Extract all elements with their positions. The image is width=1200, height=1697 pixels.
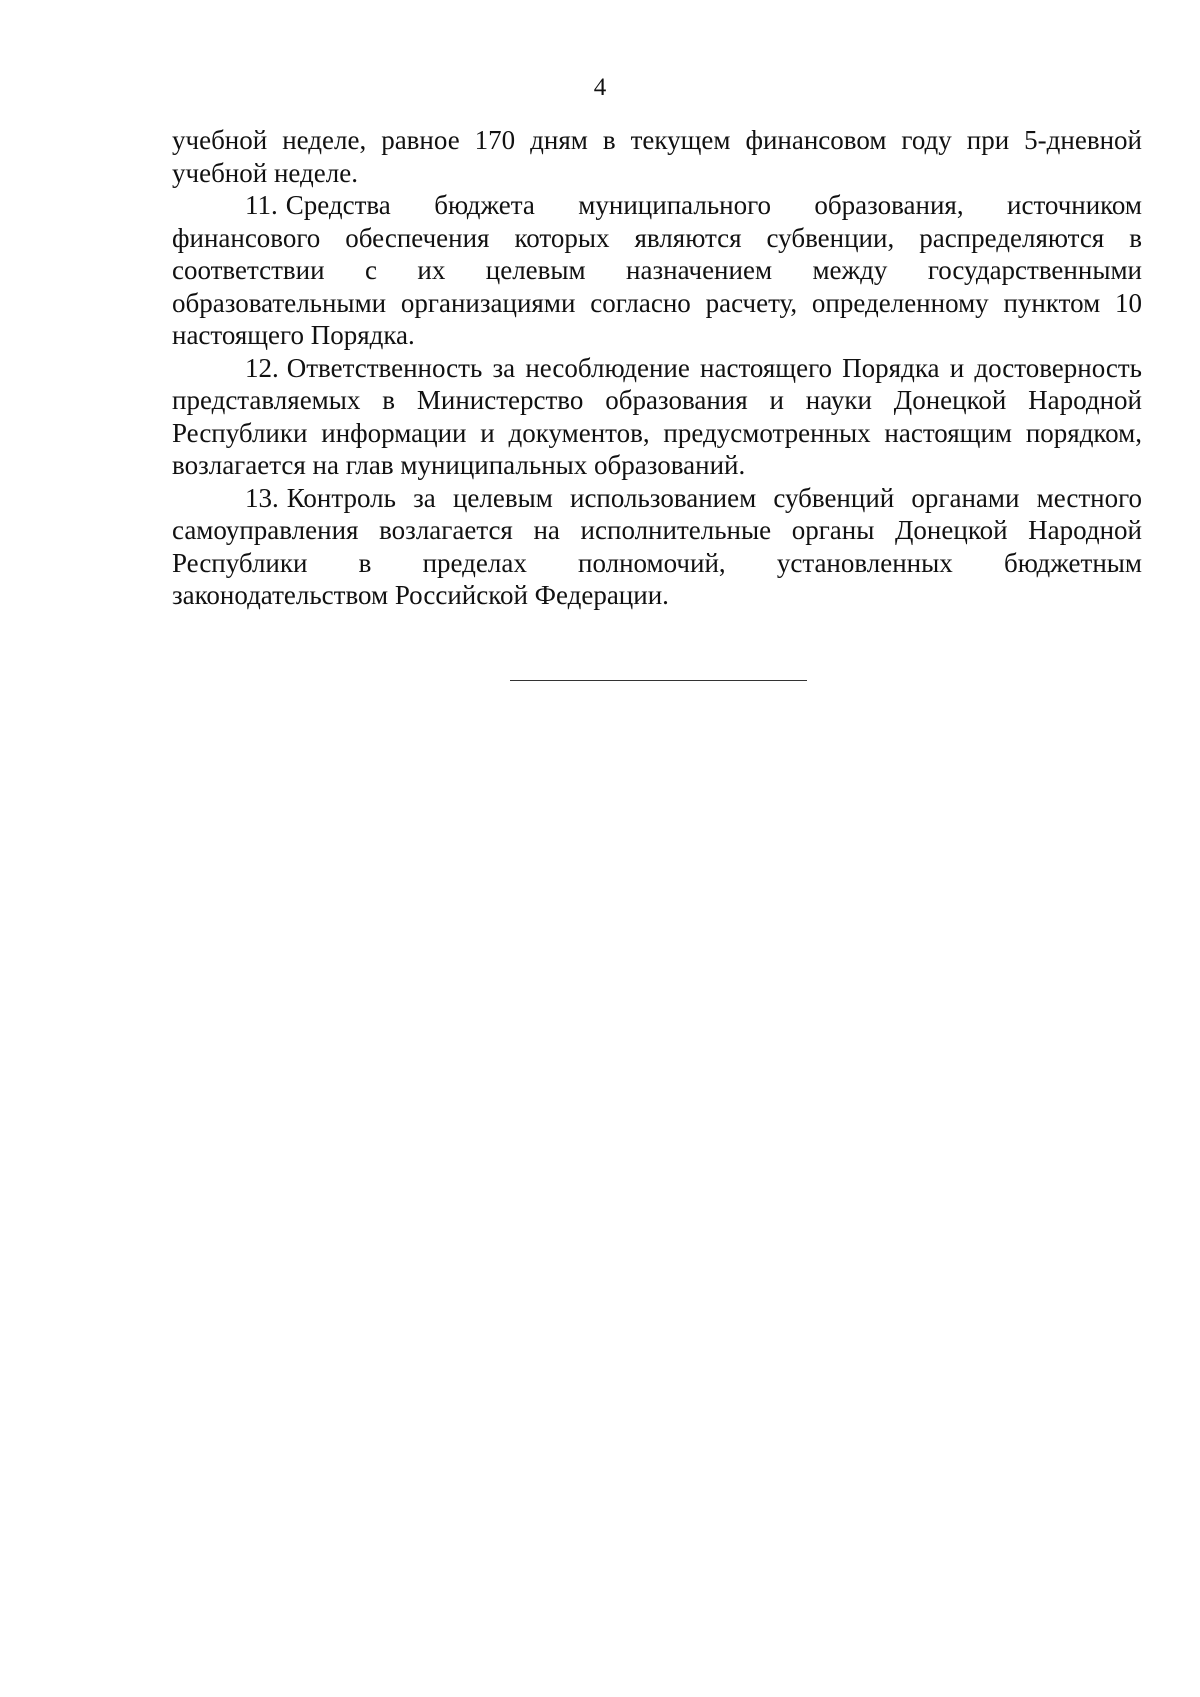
paragraph-12 bbox=[172, 352, 1142, 482]
paragraph-text: Ответственность за несоблюдение настоящего Порядка и достоверность представляемых в Министерство образования и науки Донецкой Народной Республики информации и документов, предусмотренных настоящим порядком, возлагается на глав муниципальных образований. bbox=[172, 352, 1142, 480]
paragraph-text: Средства бюджета муниципального образования, источником финансового обеспечения которых являются субвенции, распределяются в соответствии с их целевым назначением между государственными образовательными организациями согласно расчету, определенному пунктом 10 настоящего Порядка. bbox=[172, 190, 1142, 350]
paragraph-continuation bbox=[172, 124, 1142, 189]
paragraph-number: 12. bbox=[245, 352, 279, 383]
end-of-document-divider bbox=[510, 680, 807, 681]
document-body bbox=[172, 124, 1142, 612]
paragraph-13 bbox=[172, 482, 1142, 612]
paragraph-number: 13. bbox=[245, 482, 279, 513]
paragraph-text: учебной неделе, равное 170 дням в текущем финансовом году при 5-дневной учебной неделе. bbox=[172, 125, 1142, 188]
paragraph-11 bbox=[172, 189, 1142, 352]
paragraph-number: 11. bbox=[245, 190, 278, 220]
page-number: 4 bbox=[593, 74, 607, 101]
paragraph-text: Контроль за целевым использованием субвенций органами местного самоуправления возлагается на исполнительные органы Донецкой Народной Республики в пределах полномочий, установленных бюджетным законодательством Российской Федерации. bbox=[172, 482, 1142, 610]
